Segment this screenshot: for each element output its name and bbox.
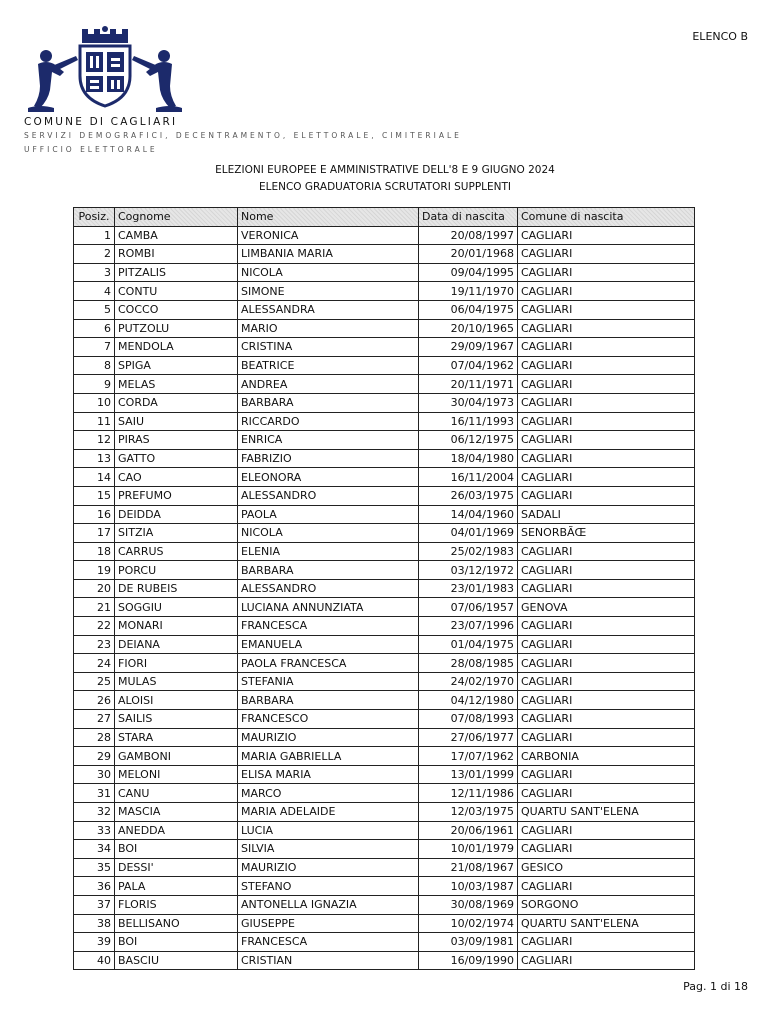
cell-surname: BOI bbox=[115, 840, 238, 859]
table-row bbox=[74, 486, 695, 505]
cell-birth-place: CAGLIARI bbox=[518, 840, 695, 859]
cell-position: 25 bbox=[74, 672, 115, 691]
cell-name: FRANCESCA bbox=[238, 933, 419, 952]
cell-position: 28 bbox=[74, 728, 115, 747]
cell-birth-place: CAGLIARI bbox=[518, 617, 695, 636]
cell-name: ALESSANDRA bbox=[238, 300, 419, 319]
cell-position: 11 bbox=[74, 412, 115, 431]
cell-name: CRISTINA bbox=[238, 338, 419, 357]
cell-surname: PALA bbox=[115, 877, 238, 896]
cell-position: 16 bbox=[74, 505, 115, 524]
cell-surname: GAMBONI bbox=[115, 747, 238, 766]
table-row bbox=[74, 375, 695, 394]
cell-surname: CONTU bbox=[115, 282, 238, 301]
cell-birth-date: 07/08/1993 bbox=[419, 710, 518, 729]
table-row bbox=[74, 784, 695, 803]
table-row bbox=[74, 803, 695, 822]
cell-position: 8 bbox=[74, 356, 115, 375]
cell-name: NICOLA bbox=[238, 263, 419, 282]
cell-birth-place: CAGLIARI bbox=[518, 486, 695, 505]
cell-position: 32 bbox=[74, 803, 115, 822]
cell-birth-place: CAGLIARI bbox=[518, 821, 695, 840]
cell-position: 27 bbox=[74, 710, 115, 729]
document-subtitle: ELENCO GRADUATORIA SCRUTATORI SUPPLENTI bbox=[258, 181, 512, 193]
cell-birth-place: CAGLIARI bbox=[518, 319, 695, 338]
cell-birth-date: 16/11/1993 bbox=[419, 412, 518, 431]
cell-name: MARIA ADELAIDE bbox=[238, 803, 419, 822]
cell-birth-date: 03/09/1981 bbox=[419, 933, 518, 952]
cell-position: 6 bbox=[74, 319, 115, 338]
table-row bbox=[74, 542, 695, 561]
cell-name: ELISA MARIA bbox=[238, 765, 419, 784]
cell-position: 39 bbox=[74, 933, 115, 952]
cell-surname: PITZALIS bbox=[115, 263, 238, 282]
cell-birth-date: 20/06/1961 bbox=[419, 821, 518, 840]
cell-birth-place: QUARTU SANT'ELENA bbox=[518, 914, 695, 933]
cell-surname: GATTO bbox=[115, 449, 238, 468]
cell-position: 33 bbox=[74, 821, 115, 840]
cell-position: 24 bbox=[74, 654, 115, 673]
cell-surname: PREFUMO bbox=[115, 486, 238, 505]
table-row bbox=[74, 431, 695, 450]
cell-birth-place: SADALI bbox=[518, 505, 695, 524]
cell-birth-date: 12/03/1975 bbox=[419, 803, 518, 822]
table-row bbox=[74, 840, 695, 859]
cell-birth-place: CAGLIARI bbox=[518, 431, 695, 450]
cell-surname: COCCO bbox=[115, 300, 238, 319]
cell-birth-place: CAGLIARI bbox=[518, 579, 695, 598]
cell-birth-place: CAGLIARI bbox=[518, 375, 695, 394]
cell-surname: SAILIS bbox=[115, 710, 238, 729]
cell-surname: BASCIU bbox=[115, 951, 238, 970]
column-header-birth-place: Comune di nascita bbox=[518, 208, 695, 227]
cell-name: ALESSANDRO bbox=[238, 486, 419, 505]
cell-position: 17 bbox=[74, 524, 115, 543]
cell-name: ELENIA bbox=[238, 542, 419, 561]
cell-surname: SAIU bbox=[115, 412, 238, 431]
cell-birth-date: 23/01/1983 bbox=[419, 579, 518, 598]
cell-birth-date: 28/08/1985 bbox=[419, 654, 518, 673]
org-name: COMUNE DI CAGLIARI bbox=[24, 116, 178, 128]
cell-position: 31 bbox=[74, 784, 115, 803]
cell-name: BARBARA bbox=[238, 393, 419, 412]
table-row bbox=[74, 338, 695, 357]
cell-surname: PORCU bbox=[115, 561, 238, 580]
cell-birth-date: 20/01/1968 bbox=[419, 245, 518, 264]
cell-surname: CARRUS bbox=[115, 542, 238, 561]
cell-birth-place: SENORBÃŒ bbox=[518, 524, 695, 543]
cell-surname: SPIGA bbox=[115, 356, 238, 375]
cell-birth-place: GESICO bbox=[518, 858, 695, 877]
table-row bbox=[74, 282, 695, 301]
cell-birth-date: 29/09/1967 bbox=[419, 338, 518, 357]
cell-birth-date: 10/03/1987 bbox=[419, 877, 518, 896]
cell-position: 12 bbox=[74, 431, 115, 450]
cell-name: FABRIZIO bbox=[238, 449, 419, 468]
cell-surname: CORDA bbox=[115, 393, 238, 412]
cell-position: 7 bbox=[74, 338, 115, 357]
cell-birth-date: 07/04/1962 bbox=[419, 356, 518, 375]
cell-birth-date: 20/08/1997 bbox=[419, 226, 518, 245]
table-row bbox=[74, 245, 695, 264]
column-header-birth-date: Data di nascita bbox=[419, 208, 518, 227]
cell-birth-date: 10/02/1974 bbox=[419, 914, 518, 933]
cell-birth-place: CAGLIARI bbox=[518, 300, 695, 319]
cell-birth-date: 24/02/1970 bbox=[419, 672, 518, 691]
cell-birth-place: CAGLIARI bbox=[518, 393, 695, 412]
table-row bbox=[74, 821, 695, 840]
cell-surname: DEIDDA bbox=[115, 505, 238, 524]
cell-birth-date: 18/04/1980 bbox=[419, 449, 518, 468]
cell-surname: CAO bbox=[115, 468, 238, 487]
cell-name: MAURIZIO bbox=[238, 728, 419, 747]
column-header-name: Nome bbox=[238, 208, 419, 227]
cell-surname: PIRAS bbox=[115, 431, 238, 450]
cell-birth-place: CAGLIARI bbox=[518, 951, 695, 970]
cell-birth-date: 16/11/2004 bbox=[419, 468, 518, 487]
cell-birth-date: 16/09/1990 bbox=[419, 951, 518, 970]
cell-position: 23 bbox=[74, 635, 115, 654]
table-row bbox=[74, 951, 695, 970]
table-row bbox=[74, 412, 695, 431]
cell-position: 15 bbox=[74, 486, 115, 505]
cell-position: 30 bbox=[74, 765, 115, 784]
table-row bbox=[74, 393, 695, 412]
cell-birth-place: CAGLIARI bbox=[518, 542, 695, 561]
cell-surname: CAMBA bbox=[115, 226, 238, 245]
cell-birth-date: 17/07/1962 bbox=[419, 747, 518, 766]
cell-birth-date: 14/04/1960 bbox=[419, 505, 518, 524]
cell-birth-place: CAGLIARI bbox=[518, 412, 695, 431]
table-row bbox=[74, 300, 695, 319]
cell-birth-place: CARBONIA bbox=[518, 747, 695, 766]
cell-surname: BOI bbox=[115, 933, 238, 952]
cell-name: STEFANO bbox=[238, 877, 419, 896]
cell-birth-date: 27/06/1977 bbox=[419, 728, 518, 747]
table-row bbox=[74, 858, 695, 877]
cell-birth-place: CAGLIARI bbox=[518, 282, 695, 301]
cell-surname: MASCIA bbox=[115, 803, 238, 822]
column-header-position: Posiz. bbox=[74, 208, 115, 227]
cell-birth-date: 07/06/1957 bbox=[419, 598, 518, 617]
table-row bbox=[74, 356, 695, 375]
cell-birth-place: CAGLIARI bbox=[518, 933, 695, 952]
cell-position: 38 bbox=[74, 914, 115, 933]
table-row bbox=[74, 579, 695, 598]
cell-birth-date: 20/11/1971 bbox=[419, 375, 518, 394]
cell-surname: CANU bbox=[115, 784, 238, 803]
cell-name: VERONICA bbox=[238, 226, 419, 245]
cell-surname: ANEDDA bbox=[115, 821, 238, 840]
cell-name: BEATRICE bbox=[238, 356, 419, 375]
cell-birth-place: QUARTU SANT'ELENA bbox=[518, 803, 695, 822]
table-row bbox=[74, 765, 695, 784]
cell-position: 19 bbox=[74, 561, 115, 580]
cell-name: PAOLA bbox=[238, 505, 419, 524]
cell-birth-date: 30/04/1973 bbox=[419, 393, 518, 412]
cell-birth-date: 25/02/1983 bbox=[419, 542, 518, 561]
table-row bbox=[74, 598, 695, 617]
cell-name: EMANUELA bbox=[238, 635, 419, 654]
cell-surname: ALOISI bbox=[115, 691, 238, 710]
cell-birth-place: CAGLIARI bbox=[518, 784, 695, 803]
cell-birth-place: CAGLIARI bbox=[518, 728, 695, 747]
cell-birth-place: CAGLIARI bbox=[518, 654, 695, 673]
cell-birth-place: CAGLIARI bbox=[518, 338, 695, 357]
cell-name: LUCIANA ANNUNZIATA bbox=[238, 598, 419, 617]
cell-position: 29 bbox=[74, 747, 115, 766]
table-row bbox=[74, 635, 695, 654]
cell-surname: PUTZOLU bbox=[115, 319, 238, 338]
cell-surname: FLORIS bbox=[115, 895, 238, 914]
cell-birth-date: 06/12/1975 bbox=[419, 431, 518, 450]
table-row bbox=[74, 561, 695, 580]
cell-surname: MULAS bbox=[115, 672, 238, 691]
table-row bbox=[74, 319, 695, 338]
cell-position: 22 bbox=[74, 617, 115, 636]
cell-surname: DESSI' bbox=[115, 858, 238, 877]
cell-name: RICCARDO bbox=[238, 412, 419, 431]
cell-position: 20 bbox=[74, 579, 115, 598]
cell-birth-date: 23/07/1996 bbox=[419, 617, 518, 636]
table-row bbox=[74, 505, 695, 524]
table-row bbox=[74, 263, 695, 282]
cell-birth-place: CAGLIARI bbox=[518, 672, 695, 691]
ranking-table bbox=[73, 207, 695, 970]
cell-birth-place: CAGLIARI bbox=[518, 877, 695, 896]
table-row bbox=[74, 895, 695, 914]
table-row bbox=[74, 654, 695, 673]
cell-surname: SOGGIU bbox=[115, 598, 238, 617]
cell-position: 21 bbox=[74, 598, 115, 617]
cell-name: ALESSANDRO bbox=[238, 579, 419, 598]
cell-position: 3 bbox=[74, 263, 115, 282]
cell-position: 2 bbox=[74, 245, 115, 264]
cell-name: SIMONE bbox=[238, 282, 419, 301]
cell-name: FRANCESCA bbox=[238, 617, 419, 636]
cell-name: PAOLA FRANCESCA bbox=[238, 654, 419, 673]
cell-surname: MONARI bbox=[115, 617, 238, 636]
cell-position: 18 bbox=[74, 542, 115, 561]
cell-name: LUCIA bbox=[238, 821, 419, 840]
cell-birth-place: CAGLIARI bbox=[518, 765, 695, 784]
cell-position: 26 bbox=[74, 691, 115, 710]
cell-surname: STARA bbox=[115, 728, 238, 747]
cell-birth-date: 01/04/1975 bbox=[419, 635, 518, 654]
cell-birth-place: CAGLIARI bbox=[518, 356, 695, 375]
cell-birth-place: CAGLIARI bbox=[518, 691, 695, 710]
cell-name: GIUSEPPE bbox=[238, 914, 419, 933]
cell-birth-date: 26/03/1975 bbox=[419, 486, 518, 505]
document-title: ELEZIONI EUROPEE E AMMINISTRATIVE DELL'8 E 9 GIUGNO 2024 bbox=[215, 164, 555, 176]
cell-name: STEFANIA bbox=[238, 672, 419, 691]
cell-position: 9 bbox=[74, 375, 115, 394]
cell-birth-place: SORGONO bbox=[518, 895, 695, 914]
cell-birth-place: CAGLIARI bbox=[518, 561, 695, 580]
cell-surname: SITZIA bbox=[115, 524, 238, 543]
cell-birth-date: 04/01/1969 bbox=[419, 524, 518, 543]
cell-birth-date: 03/12/1972 bbox=[419, 561, 518, 580]
cell-position: 5 bbox=[74, 300, 115, 319]
cell-birth-place: CAGLIARI bbox=[518, 226, 695, 245]
cell-surname: FIORI bbox=[115, 654, 238, 673]
cell-birth-date: 19/11/1970 bbox=[419, 282, 518, 301]
cell-birth-place: CAGLIARI bbox=[518, 449, 695, 468]
table-row bbox=[74, 710, 695, 729]
cell-name: FRANCESCO bbox=[238, 710, 419, 729]
cell-name: SILVIA bbox=[238, 840, 419, 859]
cell-surname: ROMBI bbox=[115, 245, 238, 264]
cell-birth-date: 06/04/1975 bbox=[419, 300, 518, 319]
table-row bbox=[74, 691, 695, 710]
cell-name: MAURIZIO bbox=[238, 858, 419, 877]
table-row bbox=[74, 747, 695, 766]
cell-position: 14 bbox=[74, 468, 115, 487]
cell-surname: MELAS bbox=[115, 375, 238, 394]
city-crest-icon bbox=[24, 26, 186, 112]
cell-birth-place: CAGLIARI bbox=[518, 468, 695, 487]
cell-name: ANDREA bbox=[238, 375, 419, 394]
cell-birth-place: GENOVA bbox=[518, 598, 695, 617]
table-row bbox=[74, 468, 695, 487]
cell-birth-place: CAGLIARI bbox=[518, 635, 695, 654]
cell-name: BARBARA bbox=[238, 691, 419, 710]
table-row bbox=[74, 226, 695, 245]
cell-position: 10 bbox=[74, 393, 115, 412]
cell-position: 37 bbox=[74, 895, 115, 914]
cell-position: 36 bbox=[74, 877, 115, 896]
cell-position: 4 bbox=[74, 282, 115, 301]
cell-birth-place: CAGLIARI bbox=[518, 245, 695, 264]
cell-surname: BELLISANO bbox=[115, 914, 238, 933]
cell-birth-place: CAGLIARI bbox=[518, 710, 695, 729]
table-row bbox=[74, 728, 695, 747]
cell-position: 13 bbox=[74, 449, 115, 468]
cell-position: 40 bbox=[74, 951, 115, 970]
department-name: SERVIZI DEMOGRAFICI, DECENTRAMENTO, ELETTORALE, CIMITERIALE bbox=[24, 131, 462, 140]
cell-birth-date: 30/08/1969 bbox=[419, 895, 518, 914]
cell-surname: DEIANA bbox=[115, 635, 238, 654]
cell-birth-date: 04/12/1980 bbox=[419, 691, 518, 710]
cell-name: MARIA GABRIELLA bbox=[238, 747, 419, 766]
list-label: ELENCO B bbox=[692, 30, 748, 43]
cell-surname: MELONI bbox=[115, 765, 238, 784]
table-row bbox=[74, 617, 695, 636]
cell-birth-date: 13/01/1999 bbox=[419, 765, 518, 784]
cell-name: NICOLA bbox=[238, 524, 419, 543]
cell-birth-place: CAGLIARI bbox=[518, 263, 695, 282]
cell-position: 34 bbox=[74, 840, 115, 859]
cell-position: 1 bbox=[74, 226, 115, 245]
cell-birth-date: 20/10/1965 bbox=[419, 319, 518, 338]
table-row bbox=[74, 933, 695, 952]
table-header-row bbox=[74, 208, 695, 227]
cell-birth-date: 10/01/1979 bbox=[419, 840, 518, 859]
page-number: Pag. 1 di 18 bbox=[683, 980, 748, 993]
table-row bbox=[74, 524, 695, 543]
table-row bbox=[74, 672, 695, 691]
cell-name: ENRICA bbox=[238, 431, 419, 450]
cell-birth-date: 12/11/1986 bbox=[419, 784, 518, 803]
column-header-surname: Cognome bbox=[115, 208, 238, 227]
table-row bbox=[74, 914, 695, 933]
table-row bbox=[74, 449, 695, 468]
cell-name: MARCO bbox=[238, 784, 419, 803]
cell-surname: DE RUBEIS bbox=[115, 579, 238, 598]
cell-position: 35 bbox=[74, 858, 115, 877]
cell-name: MARIO bbox=[238, 319, 419, 338]
cell-name: ANTONELLA IGNAZIA bbox=[238, 895, 419, 914]
cell-surname: MENDOLA bbox=[115, 338, 238, 357]
cell-name: CRISTIAN bbox=[238, 951, 419, 970]
office-name: UFFICIO ELETTORALE bbox=[24, 145, 158, 154]
cell-birth-date: 09/04/1995 bbox=[419, 263, 518, 282]
cell-name: LIMBANIA MARIA bbox=[238, 245, 419, 264]
cell-name: ELEONORA bbox=[238, 468, 419, 487]
table-row bbox=[74, 877, 695, 896]
cell-birth-date: 21/08/1967 bbox=[419, 858, 518, 877]
cell-name: BARBARA bbox=[238, 561, 419, 580]
